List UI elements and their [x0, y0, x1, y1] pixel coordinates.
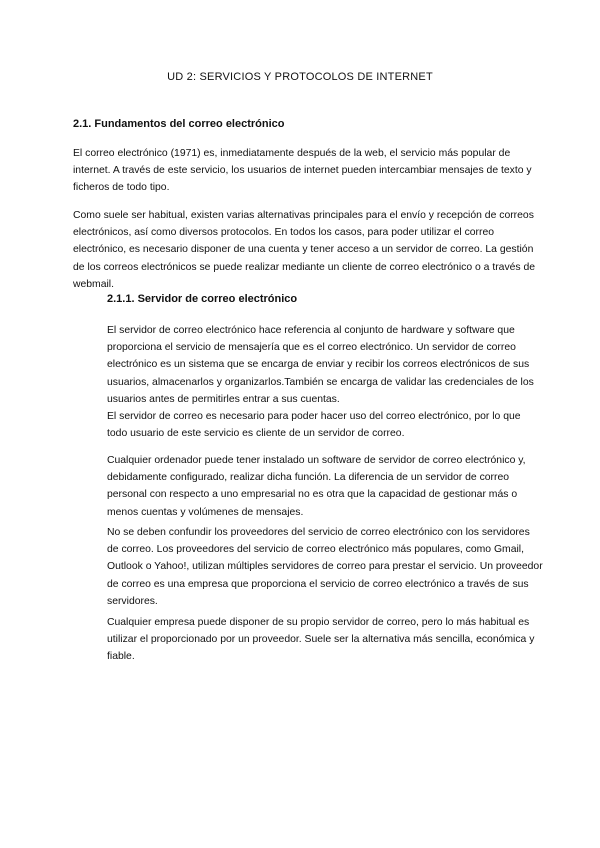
subsection-heading: 2.1.1. Servidor de correo electrónico: [107, 293, 298, 305]
subsection-paragraph: Cualquier ordenador puede tener instalado un software de servidor de correo electrónico y, debidamente configurado, realizar dicha función. La diferencia de un servidor de correo personal con respecto a uno empresarial no es otra que la capacidad de gestionar más o menos cuentas y volúmenes de mensajes.: [107, 455, 526, 518]
section-paragraph: Como suele ser habitual, existen varias alternativas principales para el envío y recepción de correos electrónicos, así como diversos protocolos. En todos los casos, para poder utilizar el correo electrónico, es necesario disponer de una cuenta y tener acceso a un servidor de correo. La gestión de los correos electrónicos se puede realizar mediante un cliente de correo electrónico o a través de webmail.: [73, 210, 536, 290]
subsection-paragraph: Cualquier empresa puede disponer de su propio servidor de correo, pero lo más habitual es utilizar el proporcionado por un proveedor. Suele ser la alternativa más sencilla, económica y fiable.: [107, 617, 535, 663]
subsection-paragraph: El servidor de correo electrónico hace referencia al conjunto de hardware y software que proporciona el servicio de mensajería que es el correo electrónico. Un servidor de correo electrónico es un sistema que se encarga de enviar y recibir los correos electrónicos de sus usuarios, almacenarlos y organizarlos.También se encarga de validar las credenciales de los usuarios antes de permitirles entrar a sus cuentas.: [107, 325, 534, 405]
subsection-paragraph: No se deben confundir los proveedores del servicio de correo electrónico con los servidores de correo. Los proveedores del servicio de correo electrónico más populares, como Gmail, Outlook o Yahoo!, utilizan múltiples servidores de correo para prestar el servicio. Un proveedor de correo es una empresa que proporciona el servicio de correo electrónico a través de sus servidores.: [107, 527, 543, 607]
subsection-paragraph: El servidor de correo es necesario para poder hacer uso del correo electrónico, por lo que todo usuario de este servicio es cliente de un servidor de correo.: [107, 411, 521, 440]
document-title: UD 2: SERVICIOS Y PROTOCOLOS DE INTERNET: [167, 71, 433, 83]
section-paragraph: El correo electrónico (1971) es, inmediatamente después de la web, el servicio más popular de internet. A través de este servicio, los usuarios de internet pueden intercambiar mensajes de texto y ficheros de todo tipo.: [73, 148, 532, 194]
section-heading: 2.1. Fundamentos del correo electrónico: [73, 118, 285, 130]
